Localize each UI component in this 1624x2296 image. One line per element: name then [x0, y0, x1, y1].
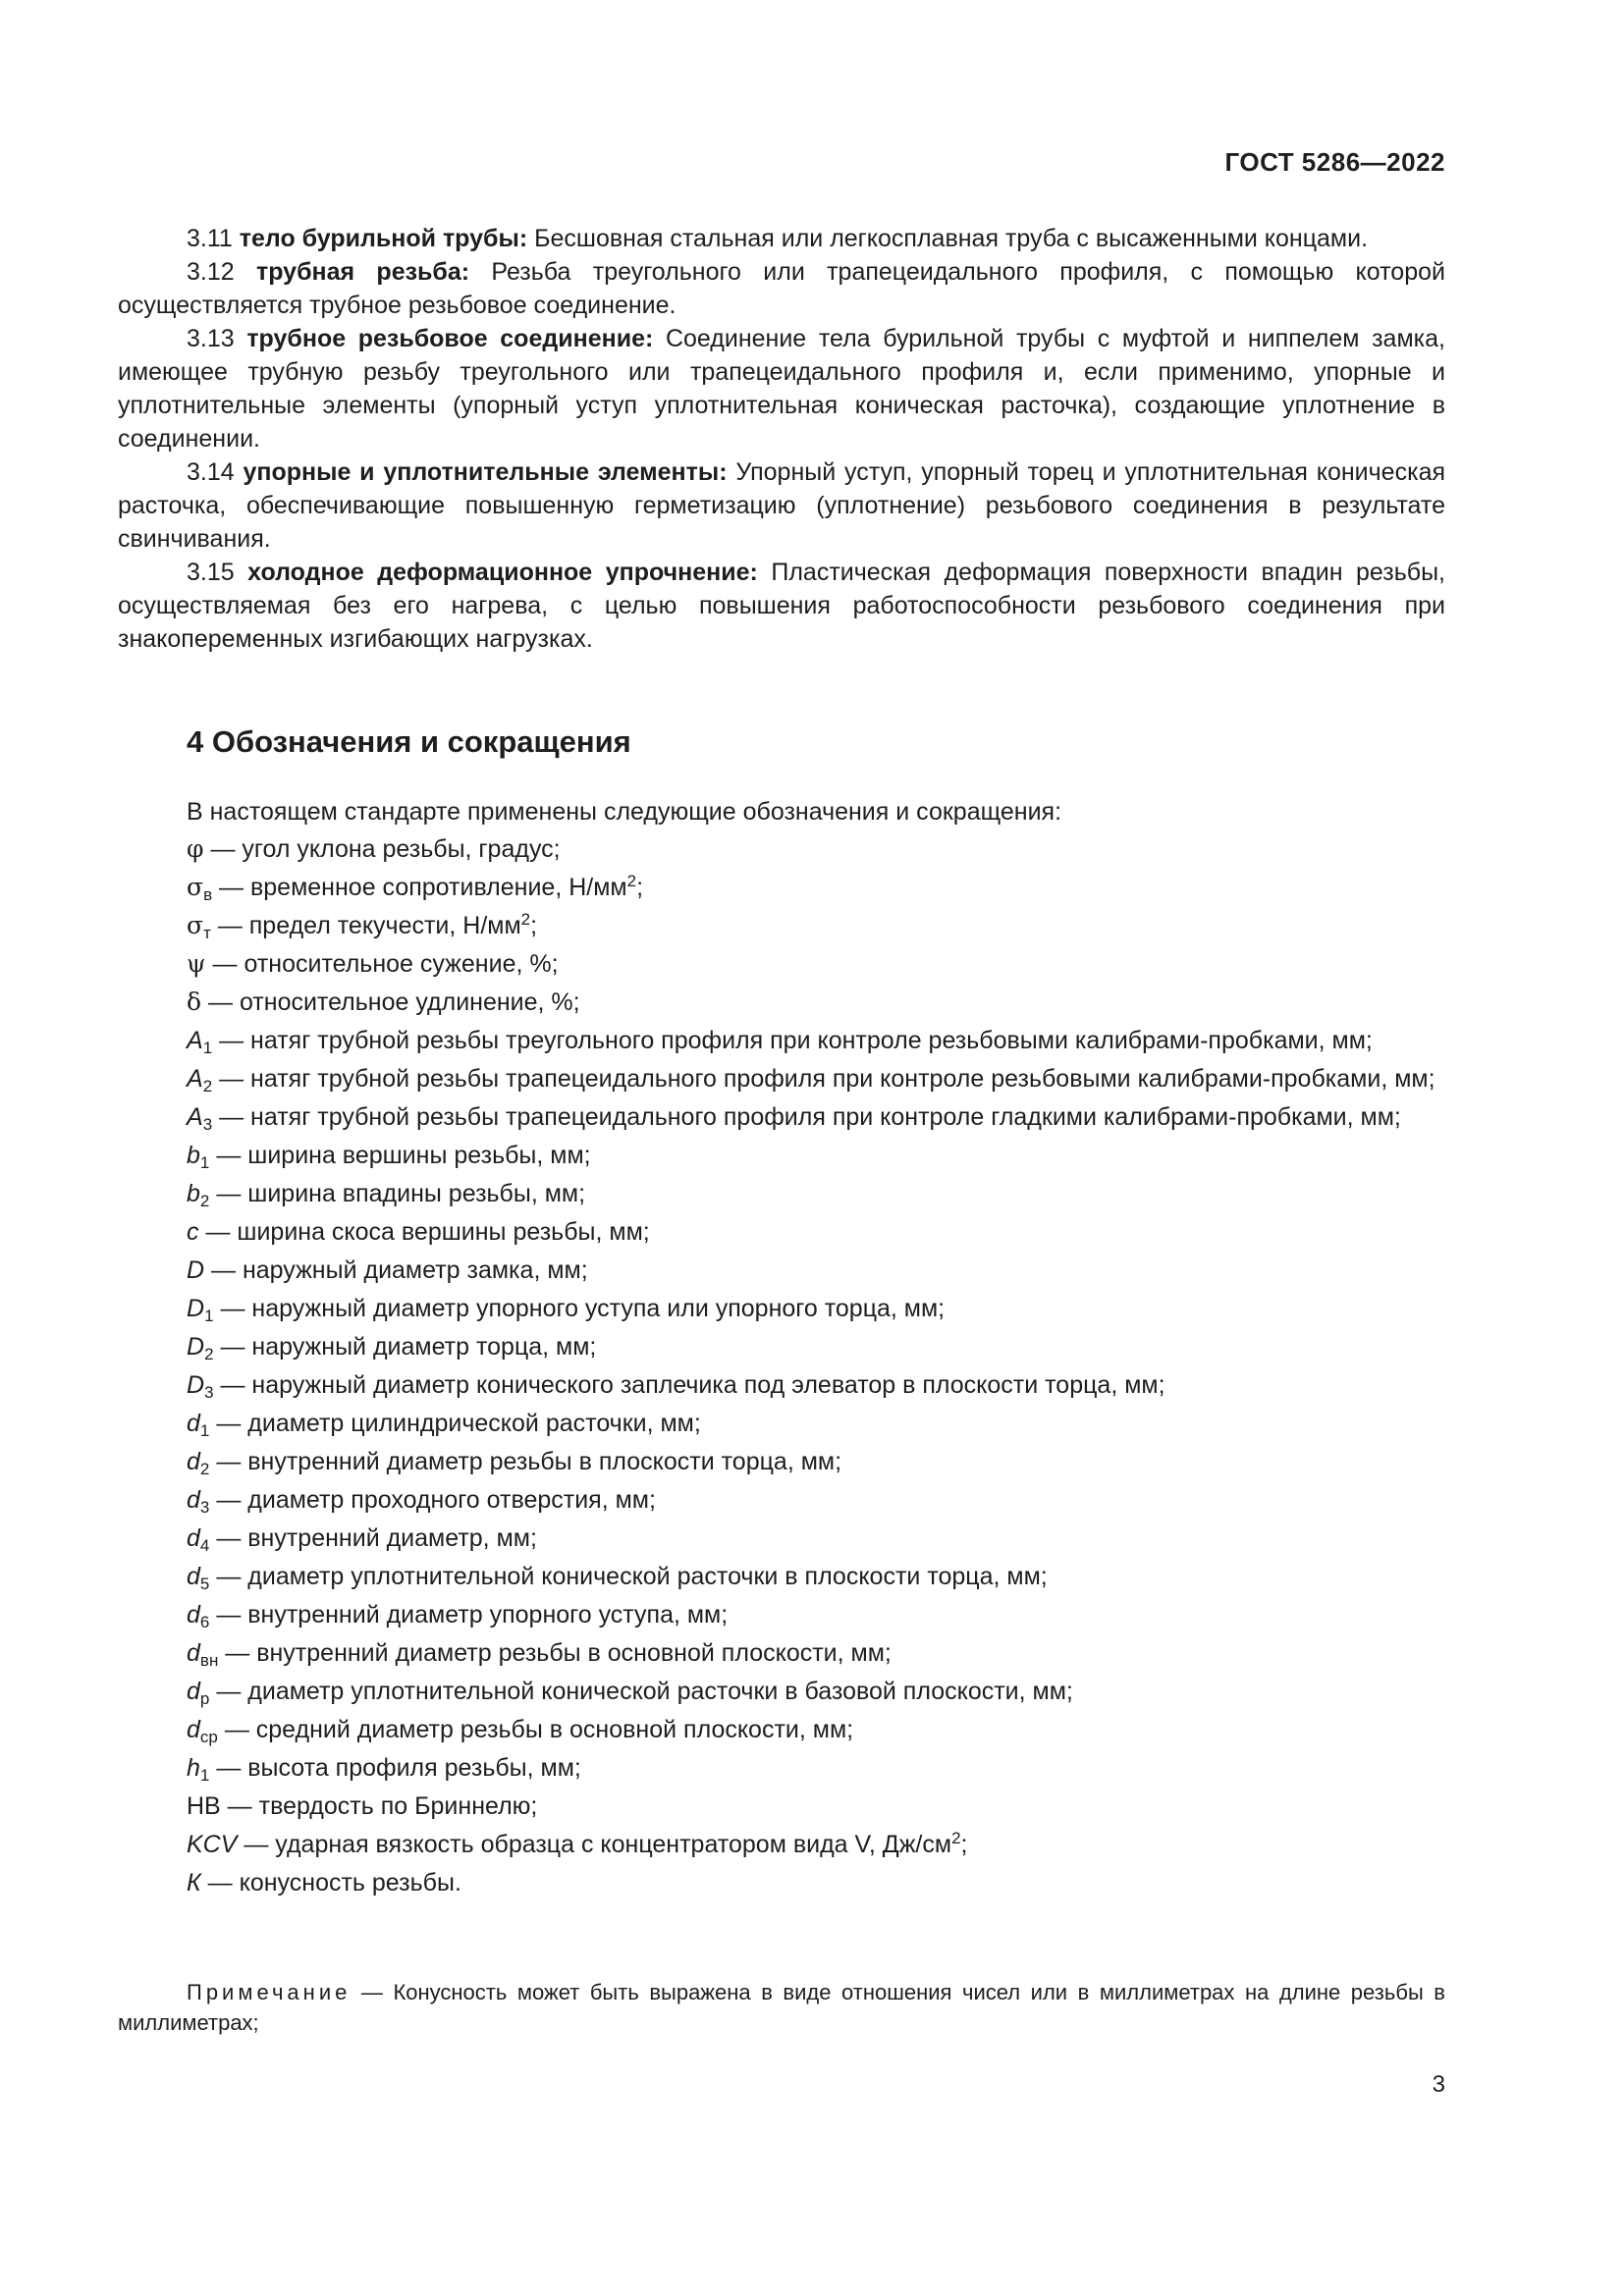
symbol-item: [118, 832, 1445, 871]
symbol-mark: A: [187, 1027, 203, 1054]
symbol-mark: φ: [187, 834, 204, 863]
symbol-item: [118, 909, 1445, 947]
symbol-mark: D: [187, 1371, 205, 1399]
symbol-item: [118, 1292, 1445, 1330]
symbol-description: — средний диаметр резьбы в основной плоскости, мм;: [217, 1716, 854, 1743]
symbol-subscript: 4: [199, 1536, 210, 1555]
symbol-mark: d: [187, 1678, 200, 1705]
symbol-mark: d: [187, 1486, 200, 1514]
symbol-mark: δ: [187, 988, 202, 1016]
symbol-mark: d: [187, 1524, 200, 1552]
note-label: Примечание: [187, 1980, 352, 2004]
symbol-subscript: 3: [199, 1498, 210, 1517]
symbol-mark: A: [187, 1103, 203, 1131]
definition-item: 3.11 тело бурильной трубы: Бесшовная стальная или легкосплавная труба с высаженными концами.: [187, 225, 1369, 252]
symbol-subscript: р: [199, 1689, 210, 1708]
symbol-description: — ширина впадины резьбы, мм;: [209, 1180, 586, 1207]
symbol-description: — ширина скоса вершины резьбы, мм;: [198, 1218, 650, 1246]
page-number: 3: [1432, 2071, 1445, 2098]
symbol-mark: d: [187, 1448, 200, 1475]
symbol-subscript: 1: [199, 1766, 210, 1785]
symbol-subscript: 3: [204, 1383, 214, 1402]
symbol-description: — наружный диаметр конического заплечика под элеватор в плоскости торца, мм;: [213, 1371, 1165, 1399]
symbol-description: — диаметр цилиндрической расточки, мм;: [209, 1410, 701, 1437]
symbol-item: [118, 1062, 1445, 1100]
definition-term: упорные и уплотнительные элементы:: [243, 458, 728, 486]
symbol-subscript: 3: [202, 1115, 213, 1134]
definition-item: 3.12 трубная резьба: Резьба треугольного или трапецеидального профиля, с помощью которой осуществляется трубное резьбовое соединение.: [118, 258, 1445, 319]
symbol-description: — натяг трубной резьбы треугольного профиля при контроле резьбовыми калибрами-пробками, мм;: [212, 1027, 1373, 1054]
symbol-mark: D: [187, 1295, 205, 1322]
symbol-description: — натяг трубной резьбы трапецеидального профиля при контроле резьбовыми калибрами-пробками, мм;: [212, 1065, 1435, 1093]
symbol-subscript: 2: [202, 1077, 213, 1095]
symbol-description: — диаметр уплотнительной конической расточки в плоскости торца, мм;: [209, 1563, 1048, 1590]
symbol-mark: KCV: [187, 1831, 238, 1858]
symbol-item: [118, 871, 1445, 909]
symbol-item: [118, 1636, 1445, 1675]
symbol-mark: d: [187, 1639, 200, 1667]
symbol-mark: D: [187, 1256, 205, 1284]
symbol-item: [118, 1139, 1445, 1177]
symbol-description: — внутренний диаметр упорного уступа, мм;: [209, 1601, 729, 1629]
symbol-item: [118, 1254, 1445, 1292]
symbol-item: [118, 1368, 1445, 1407]
symbol-item: [118, 1024, 1445, 1062]
definition-item: 3.14 упорные и уплотнительные элементы: Упорный уступ, упорный торец и уплотнительная коническая расточка, обеспечивающие повышенную герметизацию (уплотнение) резьбового соединения в результате свинчивания.: [118, 458, 1446, 553]
symbol-subscript: 1: [202, 1039, 213, 1057]
symbol-description: — относительное сужение, %;: [205, 950, 559, 978]
symbol-description: — диаметр уплотнительной конической расточки в базовой плоскости, мм;: [209, 1678, 1073, 1705]
symbol-mark: d: [187, 1410, 200, 1437]
symbol-description: — натяг трубной резьбы трапецеидального профиля при контроле гладкими калибрами-пробками, мм;: [212, 1103, 1401, 1131]
symbol-item: [118, 1445, 1445, 1483]
symbol-item: [118, 1713, 1445, 1751]
symbol-item: [118, 1751, 1445, 1789]
symbol-end: ;: [530, 912, 538, 939]
symbol-mark: К: [187, 1869, 201, 1896]
symbols-list: [118, 832, 1445, 1904]
symbol-mark: c: [187, 1218, 199, 1246]
symbol-subscript: в: [203, 885, 213, 904]
symbol-item: [118, 1675, 1445, 1713]
symbol-item: [118, 1598, 1445, 1636]
symbol-description: — конусность резьбы.: [200, 1869, 461, 1896]
symbol-mark: d: [187, 1601, 200, 1629]
symbol-mark: b: [187, 1180, 200, 1207]
definition-item: 3.13 трубное резьбовое соединение: Соединение тела бурильной трубы с муфтой и ниппелем замка, имеющее трубную резьбу треугольного или трапецеидального профиля и, если применимо, упорные и уплотнительные элементы (упорный уступ уплотнительная коническая расточка), создающие уплотнение в соединении.: [118, 325, 1445, 453]
symbol-mark: ψ: [187, 949, 206, 978]
symbol-mark: σ: [187, 911, 204, 939]
symbol-description: — относительное удлинение, %;: [201, 988, 580, 1016]
symbol-subscript: 1: [204, 1307, 214, 1325]
symbol-mark: d: [187, 1716, 200, 1743]
symbol-item: [118, 1330, 1445, 1368]
symbol-item: [118, 1100, 1445, 1139]
symbol-item: [118, 1866, 1445, 1904]
symbol-mark: σ: [187, 873, 204, 901]
note-text: — Конусность может быть выражена в виде отношения чисел или в миллиметрах на длине резьбы в миллиметрах;: [118, 1980, 1445, 2035]
symbol-mark: НВ: [187, 1792, 221, 1820]
symbol-subscript: 1: [199, 1153, 210, 1172]
definition-term: холодное деформационное упрочнение:: [247, 559, 758, 586]
symbol-item: [118, 1789, 1445, 1828]
unit-exponent: 2: [626, 872, 637, 890]
symbol-subscript: 2: [199, 1192, 210, 1210]
symbol-mark: D: [187, 1333, 205, 1361]
definitions-block: [118, 222, 1445, 656]
symbol-description: — твердость по Бриннелю;: [220, 1792, 538, 1820]
symbol-item: [118, 986, 1445, 1024]
definition-term: тело бурильной трубы:: [239, 225, 528, 252]
symbol-subscript: вн: [199, 1651, 219, 1670]
symbol-description: — внутренний диаметр резьбы в плоскости торца, мм;: [209, 1448, 842, 1475]
symbol-item: [118, 1483, 1445, 1522]
document-code: ГОСТ 5286—2022: [1224, 147, 1445, 177]
symbol-item: [118, 947, 1445, 986]
symbol-description: — ширина вершины резьбы, мм;: [209, 1142, 591, 1169]
symbol-description: — диаметр проходного отверстия, мм;: [209, 1486, 656, 1514]
note: [118, 1977, 1445, 2038]
symbol-item: [118, 1828, 1445, 1866]
symbol-description: — предел текучести, Н/мм: [210, 912, 521, 939]
symbol-mark: A: [187, 1065, 203, 1093]
symbol-subscript: 2: [199, 1460, 210, 1478]
symbol-subscript: ср: [199, 1728, 218, 1746]
symbol-end: ;: [960, 1831, 968, 1858]
symbol-mark: b: [187, 1142, 200, 1169]
symbol-description: — наружный диаметр торца, мм;: [213, 1333, 597, 1361]
definition-term: трубное резьбовое соединение:: [246, 325, 654, 352]
symbol-item: [118, 1560, 1445, 1598]
symbol-end: ;: [636, 874, 644, 901]
symbol-subscript: 2: [204, 1345, 214, 1363]
symbol-mark: d: [187, 1563, 200, 1590]
symbol-subscript: т: [203, 924, 211, 942]
unit-exponent: 2: [951, 1829, 961, 1847]
symbol-subscript: 1: [199, 1421, 210, 1440]
definition-term: трубная резьба:: [255, 258, 470, 286]
section-heading: 4 Обозначения и сокращения: [187, 724, 631, 759]
symbol-description: — угол уклона резьбы, градус;: [203, 835, 561, 863]
symbol-item: [118, 1407, 1445, 1445]
symbol-description: — внутренний диаметр, мм;: [209, 1524, 537, 1552]
symbol-item: [118, 1177, 1445, 1215]
symbol-description: — ударная вязкость образца с концентратором вида V, Дж/см: [237, 1831, 952, 1858]
symbol-subscript: 5: [199, 1575, 210, 1593]
unit-exponent: 2: [520, 910, 531, 929]
symbol-item: [118, 1522, 1445, 1560]
definition-item: 3.15 холодное деформационное упрочнение: Пластическая деформация поверхности впадин резьбы, осуществляемая без его нагрева, с целью повышения работоспособности резьбового соединения при знакопеременных изгибающих нагрузках.: [118, 559, 1445, 653]
symbol-subscript: 6: [199, 1613, 210, 1631]
symbol-mark: h: [187, 1754, 200, 1782]
symbol-description: — внутренний диаметр резьбы в основной плоскости, мм;: [218, 1639, 892, 1667]
symbol-description: — наружный диаметр упорного уступа или упорного торца, мм;: [213, 1295, 946, 1322]
symbol-description: — временное сопротивление, Н/мм: [212, 874, 627, 901]
symbol-description: — высота профиля резьбы, мм;: [209, 1754, 581, 1782]
symbol-description: — наружный диаметр замка, мм;: [204, 1256, 588, 1284]
symbol-item: [118, 1215, 1445, 1254]
section-intro: В настоящем стандарте применены следующие обозначения и сокращения:: [187, 798, 1062, 826]
